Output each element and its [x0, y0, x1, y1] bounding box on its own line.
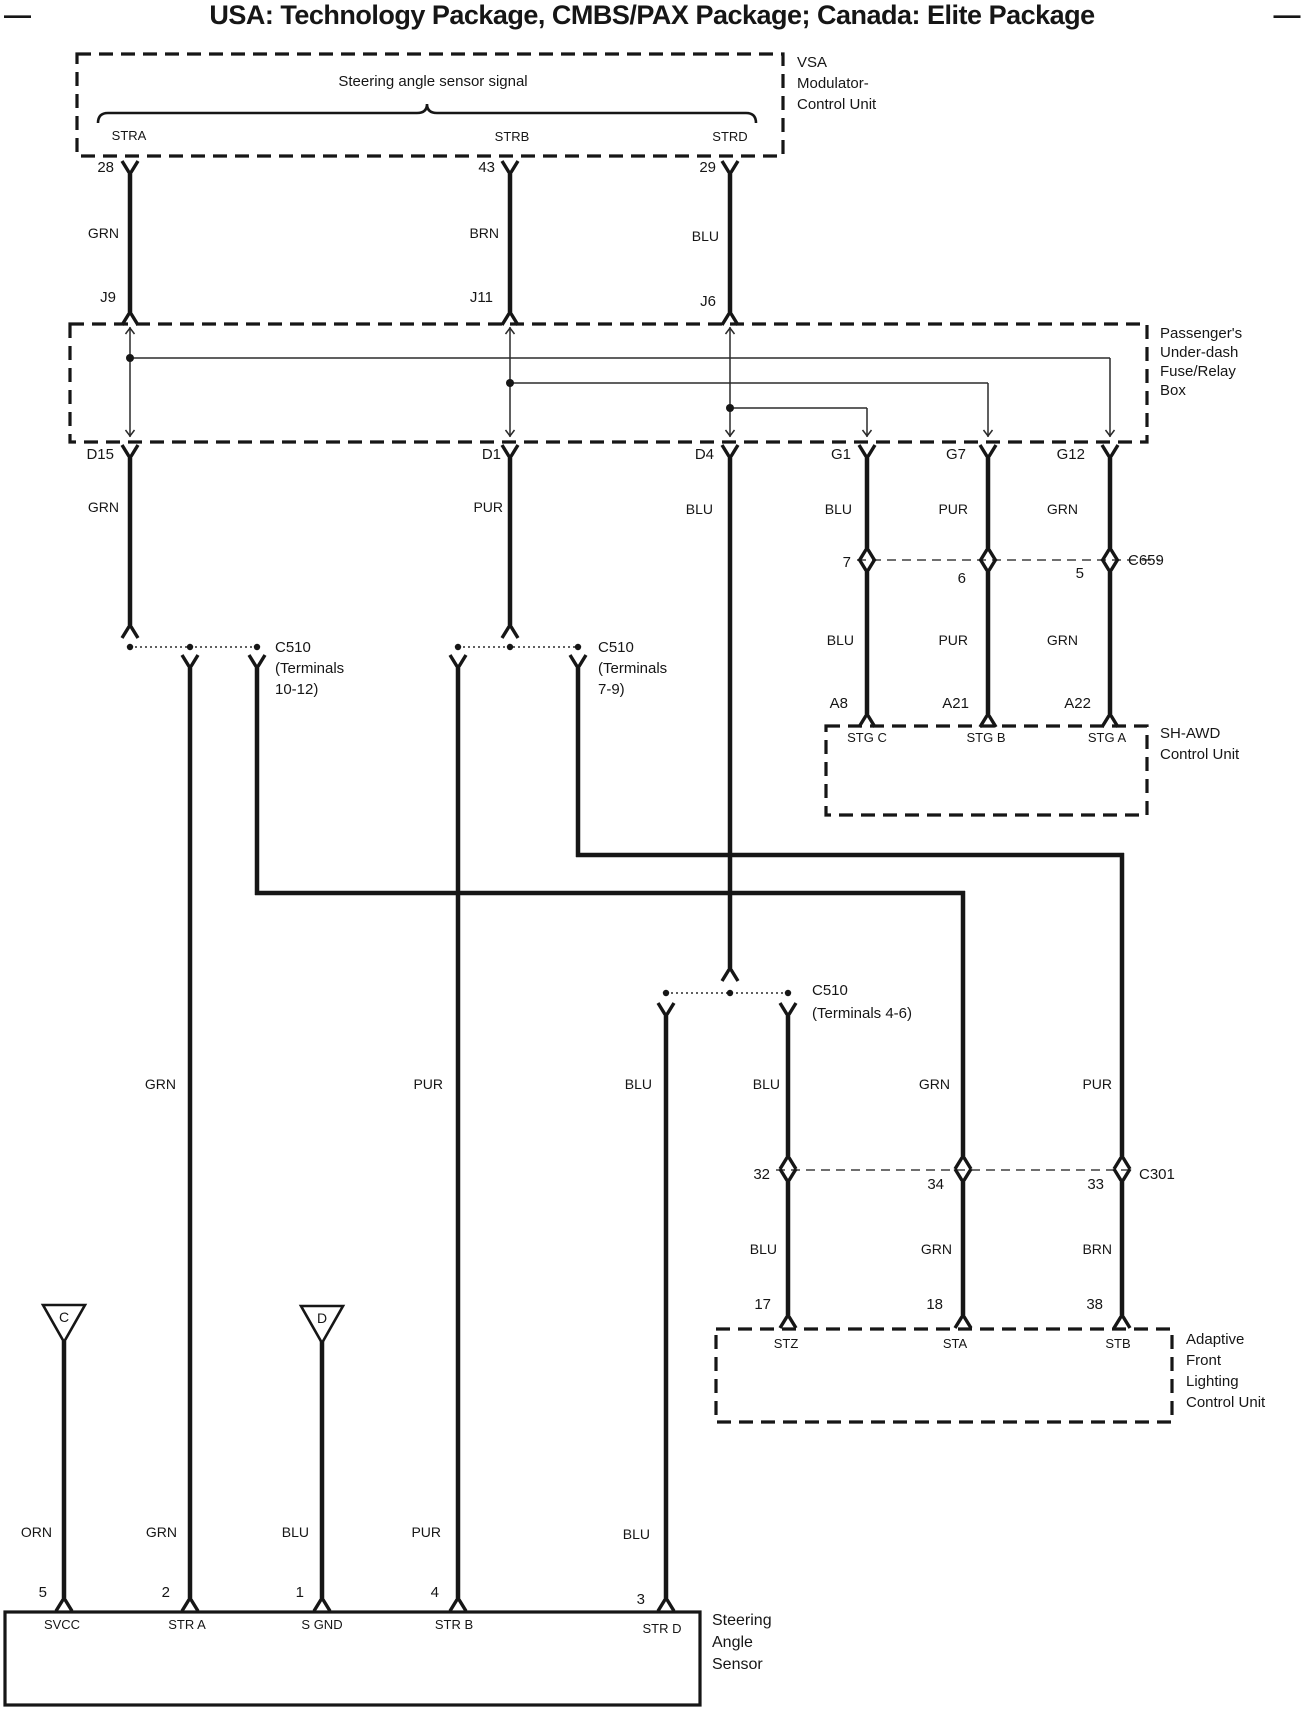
pin-num-d1: D1 [481, 446, 501, 463]
unit-label-vsa-3: Control Unit [797, 96, 877, 113]
wire-color-grn-a: GRN [87, 225, 119, 241]
pin-num-d15: D15 [86, 446, 114, 463]
terminal-fork-down-icon [955, 1315, 971, 1328]
pin-label-str-a: STR A [168, 1617, 206, 1632]
pin-num-a8: A8 [829, 695, 848, 712]
title-dash-left: — [4, 0, 31, 30]
terminal-fork-up-icon [450, 655, 466, 668]
terminal-fork-down-icon [122, 312, 138, 325]
terminal-fork-up-icon [722, 161, 738, 174]
wire-color-pur-e: PUR [413, 1076, 443, 1092]
junction-dot [726, 404, 734, 412]
pin-label-s-gnd: S GND [301, 1617, 343, 1632]
wire-color-grn-c: GRN [1046, 501, 1078, 517]
signal-brace [98, 104, 756, 123]
unit-label-afl-3: Lighting [1186, 1373, 1239, 1390]
terminal-fork-down-icon [955, 1156, 971, 1169]
wire-color-pur-h: PUR [411, 1524, 441, 1540]
junction-dot [126, 354, 134, 362]
triangle-connector-label-c: C [58, 1309, 70, 1325]
pin-num-a22: A22 [1064, 695, 1091, 712]
terminal-fork-up-icon [722, 445, 738, 458]
terminal-fork-up-icon [502, 161, 518, 174]
terminal-fork-up-icon [859, 445, 875, 458]
connector-dot [455, 644, 461, 650]
terminal-fork-down-icon [658, 1598, 674, 1611]
pin-label-stb: STB [1105, 1336, 1131, 1351]
terminal-fork-up-icon [1102, 559, 1118, 572]
connector-c301: C301 [1139, 1166, 1175, 1183]
terminal-fork-down-icon [980, 548, 996, 561]
connector-c510b-1: C510 [598, 639, 634, 656]
pin-num-j11: J11 [469, 289, 493, 306]
connector-c510a-1: C510 [275, 639, 311, 656]
pin-num-18: 18 [926, 1296, 943, 1313]
terminal-fork-up-icon [122, 445, 138, 458]
connector-c510a-3: 10-12) [275, 681, 319, 698]
wire-color-grn-b: GRN [87, 499, 119, 515]
terminal-fork-up-icon [502, 445, 518, 458]
pin-num-g12: G12 [1056, 446, 1085, 463]
pin-num-j6: J6 [700, 293, 716, 310]
pin-num-38: 38 [1086, 1296, 1103, 1313]
wire-color-blu-a: BLU [691, 228, 719, 244]
terminal-fork-up-icon [980, 559, 996, 572]
pin-label-svcc: SVCC [43, 1617, 81, 1632]
terminal-fork-down-icon [182, 1598, 198, 1611]
pin-num-d4: D4 [694, 446, 714, 463]
wire-color-orn-h: ORN [20, 1524, 52, 1540]
unit-label-shawd-1: SH-AWD [1160, 725, 1221, 742]
wire-color-blu-g: BLU [749, 1241, 777, 1257]
pin-num-32: 32 [753, 1166, 770, 1183]
unit-label-vsa-1: VSA [797, 54, 828, 71]
connector-dot [187, 644, 193, 650]
pin-num-7: 7 [842, 554, 851, 571]
terminal-fork-down-icon [859, 714, 875, 727]
pin-num-4: 4 [430, 1584, 439, 1601]
terminal-fork-up-icon [658, 1003, 674, 1016]
terminal-fork-up-icon [182, 655, 198, 668]
pin-num-43: 43 [478, 159, 495, 176]
unit-label-fuse-2: Under-dash [1160, 344, 1239, 361]
triangle-connector-label-d: D [316, 1310, 328, 1326]
pin-num-5: 5 [38, 1584, 47, 1601]
pin-label-str-b: STR B [434, 1617, 474, 1632]
wire-color-pur-b: PUR [473, 499, 503, 515]
junction-dot [506, 379, 514, 387]
pin-label-stg-a: STG A [1087, 730, 1127, 745]
connector-dot [254, 644, 260, 650]
terminal-fork-up-icon [1102, 445, 1118, 458]
pin-label-stg-c: STG C [847, 730, 887, 745]
connector-dot [785, 990, 791, 996]
wire-color-pur-c: PUR [938, 501, 968, 517]
pin-num-6: 6 [957, 570, 966, 587]
terminal-fork-down-icon [780, 1156, 796, 1169]
connector-c510a-2: (Terminals [275, 660, 345, 677]
connector-c510c-1: C510 [812, 982, 848, 999]
unit-label-sensor-1: Steering [712, 1612, 772, 1629]
terminal-fork-down-icon [502, 625, 518, 638]
terminal-fork-down-icon [122, 625, 138, 638]
pin-label-strd: STRD [712, 129, 748, 144]
unit-label-afl-4: Control Unit [1186, 1394, 1266, 1411]
terminal-fork-up-icon [249, 655, 265, 668]
wire-color-grn-e: GRN [144, 1076, 176, 1092]
connector-dot [575, 644, 581, 650]
unit-label-fuse-1: Passenger's [1160, 325, 1243, 342]
terminal-fork-up-icon [780, 1003, 796, 1016]
title-text: USA: Technology Package, CMBS/PAX Package; Canada: Elite Package [209, 0, 1095, 30]
unit-label-sensor-3: Sensor [712, 1656, 763, 1673]
terminal-fork-down-icon [1114, 1315, 1130, 1328]
pin-label-str-d: STR D [642, 1621, 682, 1636]
wire-color-blu-e: BLU [624, 1076, 652, 1092]
terminal-fork-down-icon [56, 1598, 72, 1611]
pin-num-33: 33 [1087, 1176, 1104, 1193]
pin-num-j9: J9 [100, 289, 116, 306]
connector-c659: C659 [1128, 552, 1164, 569]
sensor-box [5, 1612, 700, 1705]
pin-label-sta: STA [942, 1336, 968, 1351]
wire-color-blu-i: BLU [622, 1526, 650, 1542]
pin-num-g7: G7 [945, 446, 966, 463]
title-dash-right: — [1273, 0, 1300, 30]
pin-num-2: 2 [161, 1584, 170, 1601]
connector-dot [127, 644, 133, 650]
terminal-fork-down-icon [1102, 714, 1118, 727]
terminal-fork-down-icon [722, 968, 738, 981]
terminal-fork-up-icon [122, 161, 138, 174]
connector-c510c-2: (Terminals 4-6) [812, 1005, 913, 1022]
wire-color-brn-a: BRN [469, 225, 499, 241]
pin-num-29: 29 [699, 159, 716, 176]
terminal-fork-down-icon [780, 1315, 796, 1328]
unit-label-fuse-3: Fuse/Relay [1160, 363, 1236, 380]
terminal-fork-down-icon [1114, 1156, 1130, 1169]
pin-num-a21: A21 [942, 695, 969, 712]
wire-color-blu-h: BLU [281, 1524, 309, 1540]
terminal-fork-up-icon [980, 445, 996, 458]
unit-label-shawd-2: Control Unit [1160, 746, 1240, 763]
pin-num-3: 3 [636, 1591, 645, 1608]
wire-color-blu-c: BLU [824, 501, 852, 517]
wire-color-brn-g: BRN [1082, 1241, 1112, 1257]
connector-dot [507, 644, 513, 650]
wire-color-pur-d: PUR [938, 632, 968, 648]
pin-num-17: 17 [754, 1296, 771, 1313]
pin-label-stz: STZ [773, 1336, 799, 1351]
wire-color-blu-f: BLU [752, 1076, 780, 1092]
unit-label-vsa-2: Modulator- [797, 75, 869, 92]
unit-label-fuse-4: Box [1160, 382, 1186, 399]
wire-color-grn-h: GRN [145, 1524, 177, 1540]
terminal-fork-down-icon [450, 1598, 466, 1611]
pin-num-g1: G1 [830, 446, 851, 463]
wire-color-pur-f: PUR [1082, 1076, 1112, 1092]
terminal-fork-down-icon [859, 548, 875, 561]
terminal-fork-up-icon [859, 559, 875, 572]
wire-color-grn-g: GRN [920, 1241, 952, 1257]
wire-color-blu-b: BLU [685, 501, 713, 517]
pin-num-28: 28 [97, 159, 114, 176]
terminal-fork-down-icon [314, 1598, 330, 1611]
unit-label-afl-1: Adaptive [1186, 1331, 1245, 1348]
pin-num-5-c659: 5 [1075, 565, 1084, 582]
wire-color-grn-d: GRN [1046, 632, 1078, 648]
pin-label-strb: STRB [494, 129, 530, 144]
connector-c510b-3: 7-9) [598, 681, 625, 698]
signal-label: Steering angle sensor signal [338, 73, 528, 90]
terminal-fork-down-icon [1102, 548, 1118, 561]
wire-color-blu-d: BLU [826, 632, 854, 648]
pin-label-stg-b: STG B [966, 730, 1006, 745]
connector-c510b-2: (Terminals [598, 660, 668, 677]
unit-label-sensor-2: Angle [712, 1634, 753, 1651]
wire-color-grn-f: GRN [918, 1076, 950, 1092]
pin-label-stra: STRA [111, 128, 147, 143]
vsa-box [77, 54, 783, 156]
terminal-fork-up-icon [570, 655, 586, 668]
pin-num-34: 34 [927, 1176, 944, 1193]
connector-dot [663, 990, 669, 996]
pin-num-1: 1 [295, 1584, 304, 1601]
unit-label-afl-2: Front [1186, 1352, 1222, 1369]
terminal-fork-up-icon [780, 1169, 796, 1182]
connector-dot [727, 990, 733, 996]
